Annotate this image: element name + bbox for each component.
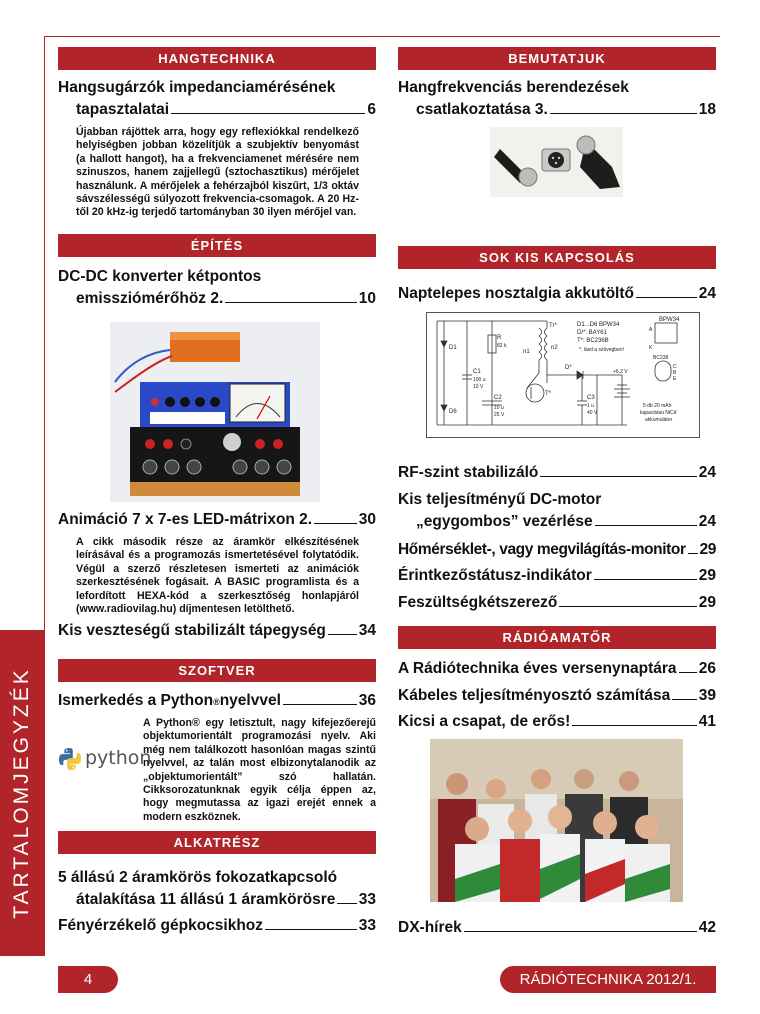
article-1-page: 6 [367, 101, 376, 118]
schematic-label: 10 V [473, 384, 484, 390]
article-b10-title[interactable]: Kicsi a csapat, de erős! 41 [398, 711, 716, 733]
leader-line [337, 902, 356, 904]
schematic-label: E [673, 376, 677, 382]
connectors-photo [490, 127, 623, 197]
schematic-label: akkumulátor [645, 417, 673, 423]
schematic-label: C3 [587, 395, 595, 401]
team-photo [430, 739, 683, 902]
schematic-label: 82 k [497, 343, 507, 349]
article-b11-page: 42 [698, 919, 716, 936]
leader-line [672, 698, 697, 700]
article-3-page: 30 [358, 511, 376, 528]
schematic-label: n1 [523, 349, 530, 355]
schematic-note: *: lásd a szövegben! [579, 347, 625, 353]
schematic-label: 5 db 20 mAh [643, 403, 672, 409]
article-b6-page: 29 [698, 567, 716, 584]
leader-line [688, 552, 698, 554]
article-b7-title[interactable]: Feszültségkétszerező 29 [398, 592, 716, 614]
article-6-page: 33 [358, 891, 376, 908]
article-3-description: A cikk második része az áramkör elkészítésének leírásával és a programozás ismertetésével folytatódik. Végül a szerző részletesen ismerteti az animációk szerkesztésének fogásait. A BASIC programlista és a lefordított HEXA-kód a szerkesztőség honlapjáról (www.radiovilag.hu) díjmentesen letölthető. [76, 536, 359, 616]
schematic-label: C1 [473, 369, 481, 375]
leader-line [679, 671, 697, 673]
leader-line [314, 522, 357, 524]
leader-line [550, 112, 697, 114]
schematic-label: A [649, 327, 653, 333]
python-logo [58, 744, 152, 774]
top-rule [44, 36, 720, 37]
article-b6-title[interactable]: Érintkezőstátusz-indikátor 29 [398, 565, 716, 587]
article-2-title[interactable]: DC-DC konverter kétpontos [58, 268, 262, 285]
article-b9-page: 39 [698, 687, 716, 704]
schematic-label: K [649, 345, 653, 351]
leader-line [171, 112, 365, 114]
leader-line [225, 301, 356, 303]
schematic-label: 1 u [587, 403, 594, 409]
schematic-label: D/*: BAY61 [577, 330, 607, 336]
schematic-label: T* [545, 391, 551, 397]
leader-line [265, 928, 357, 930]
leader-line [595, 524, 697, 526]
leader-line [464, 930, 697, 932]
article-b5-page: 29 [699, 541, 716, 558]
article-6-title-line2[interactable]: átalakítása 11 állású 1 áramkörösre 33 [76, 889, 376, 911]
schematic-label: D1 [449, 345, 457, 351]
article-b4-title[interactable]: Kis teljesítményű DC-motor [398, 491, 602, 508]
section-szoftver: SZOFTVER [58, 659, 376, 682]
leader-line [572, 724, 696, 726]
schematic-label: 25 V [494, 412, 505, 418]
section-bemutatjuk: BEMUTATJUK [398, 47, 716, 70]
schematic-label: Tr* [549, 323, 557, 329]
leader-line [328, 633, 357, 635]
schematic-label: BC238 [653, 355, 669, 361]
left-rule [44, 36, 45, 956]
schematic-label: D6 [449, 409, 457, 415]
article-3-title[interactable]: Animáció 7 x 7-es LED-mátrixon 2. 30 [58, 509, 376, 531]
article-7-title[interactable]: Fényérzékelő gépkocsikhoz 33 [58, 915, 376, 937]
schematic-label: C [673, 364, 677, 370]
article-6-title[interactable]: 5 állású 2 áramkörös fokozatkapcsoló [58, 869, 338, 886]
article-4-page: 34 [358, 622, 376, 639]
article-b5-title[interactable]: Hőmérséklet-, vagy megvilágítás-monitor 29 [398, 539, 716, 561]
schematic-label: BPW34 [659, 317, 680, 323]
side-title: TARTALOMJEGYZÉK [10, 667, 33, 919]
article-b8-title[interactable]: A Rádiótechnika éves versenynaptára 26 [398, 658, 716, 680]
python-logo-text: python [85, 747, 152, 769]
article-b4-page: 24 [698, 513, 716, 530]
leader-line [636, 296, 697, 298]
schematic-label: D* [565, 365, 572, 371]
schematic-label: B [673, 370, 677, 376]
python-snake-icon [58, 747, 82, 771]
schematic-label: +6,2 V [613, 369, 628, 375]
leader-line [594, 578, 697, 580]
schematic-label: kapacitású NiCd [640, 410, 677, 416]
article-2-page: 10 [358, 290, 376, 307]
article-b3-title[interactable]: RF-szint stabilizáló 24 [398, 462, 716, 484]
emission-meter-photo [110, 322, 320, 502]
article-1-description: Újabban rájöttek arra, hogy egy reflexiókkal rendelkező helyiségben jobban közelítjük a szubjektív benyomást (a hallott hangot), ha a frekvenciamenet mérésére nem szinuszos, hanem zajjellegű (sztochasztikus) mérőjelet használunk. A mérőjelek a fehérzajból kiszűrt, 1/3 oktáv sávszélességű súlyozott frekvencia-csomagok. A 20 Hz-től 20 kHz-ig terjedő tartományban 30 ilyen mérőjel van. [76, 126, 359, 219]
schematic-label: n2 [551, 345, 558, 351]
article-b1-title[interactable]: Hangfrekvenciás berendezések [398, 79, 629, 96]
section-sok-kis-kapcsolas: SOK KIS KAPCSOLÁS [398, 246, 716, 269]
schematic-label: C2 [494, 395, 502, 401]
article-b3-page: 24 [698, 464, 716, 481]
article-5-page: 36 [358, 692, 376, 709]
schematic-label: D1...D6 BPW34 [577, 322, 620, 328]
article-1-title-line2[interactable]: tapasztalatai 6 [76, 99, 376, 121]
schematic-label: T*: BC236B [577, 338, 609, 344]
leader-line [540, 475, 696, 477]
schematic-label: 40 V [587, 410, 598, 416]
schematic-label: 100 u [473, 377, 486, 383]
article-b1-title-line2[interactable]: csatlakoztatása 3. 18 [416, 99, 716, 121]
section-radioamator: RÁDIÓAMATŐR [398, 626, 716, 649]
article-5-title[interactable]: Ismerkedés a Python ® nyelvvel 36 [58, 690, 376, 713]
leader-line [559, 605, 696, 607]
section-epites: ÉPÍTÉS [58, 234, 376, 257]
article-b10-page: 41 [698, 713, 716, 730]
circuit-schematic [426, 312, 700, 438]
article-b11-title[interactable]: DX-hírek 42 [398, 917, 716, 939]
section-hangtechnika: HANGTECHNIKA [58, 47, 376, 70]
article-1-title[interactable]: Hangsugárzók impedanciamérésének [58, 79, 336, 96]
leader-line [283, 703, 357, 705]
section-alkatresz: ALKATRÉSZ [58, 831, 376, 854]
article-b8-page: 26 [698, 660, 716, 677]
article-b9-title[interactable]: Kábeles teljesítményosztó számítása 39 [398, 685, 716, 707]
article-b2-title[interactable]: Naptelepes nosztalgia akkutöltő 24 [398, 283, 716, 305]
article-b1-page: 18 [698, 101, 716, 118]
schematic-label: 10 u [494, 405, 504, 411]
schematic-label: R [497, 335, 502, 341]
magazine-issue: RÁDIÓTECHNIKA 2012/1. [500, 966, 716, 993]
article-2-title-line2[interactable]: emissziómérőhöz 2. 10 [76, 288, 376, 310]
article-b7-page: 29 [698, 594, 716, 611]
article-5-description: A Python® egy letisztult, nagy kifejezőerejű objektumorientált programozási nyelv. Aki még nem találkozott hasonlóan magas szintű nyelvvel, az talán most elbizonytalanodik az „objektumorientált” szó hallatán. Cikksorozatunknak egyik célja éppen az, hogy megmutassa az igazi erejét ennek a modern eszköznek. [143, 717, 376, 823]
article-7-page: 33 [358, 917, 376, 934]
article-b4-title-line2[interactable]: „egygombos” vezérlése 24 [416, 511, 716, 533]
article-b2-page: 24 [698, 285, 716, 302]
page-number: 4 [58, 966, 118, 993]
article-4-title[interactable]: Kis veszteségű stabilizált tápegység 34 [58, 620, 376, 642]
